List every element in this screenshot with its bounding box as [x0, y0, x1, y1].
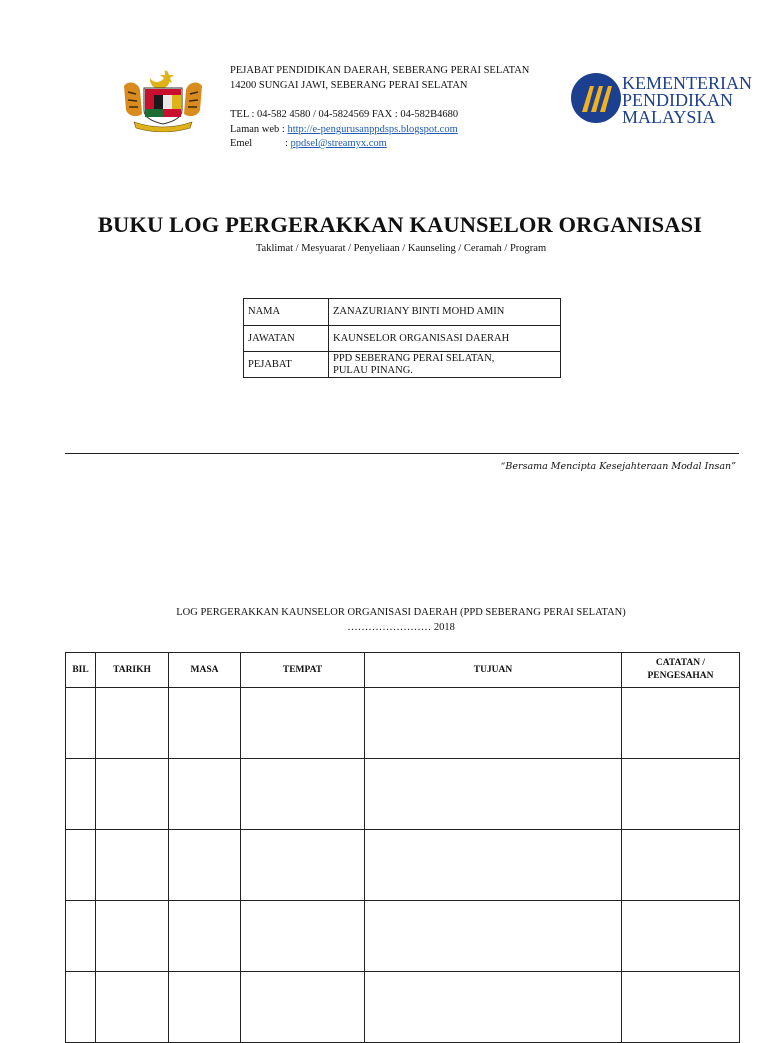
log-header-row	[66, 653, 740, 688]
cell-catatan[interactable]	[622, 972, 740, 1043]
coat-of-arms-icon	[120, 66, 206, 132]
info-row-jawatan	[244, 326, 561, 352]
log-year-dots: ……………………	[347, 622, 432, 633]
cell-tempat[interactable]	[241, 759, 365, 830]
log-year	[0, 622, 768, 633]
document-title: BUKU LOG PERGERAKKAN KAUNSELOR ORGANISASI	[97, 212, 703, 237]
ministry-line3: MALAYSIA	[622, 107, 716, 127]
cell-bil[interactable]	[66, 759, 96, 830]
cell-masa[interactable]	[169, 688, 241, 759]
cell-masa[interactable]	[169, 830, 241, 901]
cell-catatan[interactable]	[622, 688, 740, 759]
col-header-masa: MASA	[169, 653, 241, 688]
cell-tempat[interactable]	[241, 830, 365, 901]
cell-tempat[interactable]	[241, 972, 365, 1043]
info-value: ZANAZURIANY BINTI MOHD AMIN	[329, 299, 561, 326]
office-website	[230, 123, 458, 137]
table-row	[66, 830, 740, 901]
log-heading: LOG PERGERAKKAN KAUNSELOR ORGANISASI DAERAH (PPD SEBERANG PERAI SELATAN)	[176, 607, 626, 618]
cell-bil[interactable]	[66, 901, 96, 972]
info-key: JAWATAN	[244, 326, 329, 352]
email-label: Emel	[230, 138, 253, 149]
cell-bil[interactable]	[66, 972, 96, 1043]
cell-tujuan[interactable]	[365, 759, 622, 830]
ministry-line2: PENDIDIKAN	[622, 90, 733, 110]
info-key: NAMA	[244, 299, 329, 326]
document-subtitle: Taklimat / Mesyuarat / Penyeliaan / Kaunseling / Ceramah / Program	[255, 243, 547, 254]
col-header-tarikh: TARIKH	[96, 653, 169, 688]
cell-tarikh[interactable]	[96, 688, 169, 759]
cell-tarikh[interactable]	[96, 972, 169, 1043]
cell-masa[interactable]	[169, 759, 241, 830]
info-value-line1: PPD SEBERANG PERAI SELATAN,	[333, 352, 495, 364]
cell-bil[interactable]	[66, 688, 96, 759]
website-link[interactable]: http://e-pengurusanppdsps.blogspot.com	[287, 124, 458, 135]
info-row-pejabat	[244, 352, 561, 378]
cell-bil[interactable]	[66, 830, 96, 901]
col-header-catatan	[622, 653, 740, 688]
cell-tempat[interactable]	[241, 688, 365, 759]
col-header-catatan-line2: PENGESAHAN	[647, 671, 714, 681]
cell-tujuan[interactable]	[365, 901, 622, 972]
office-name: PEJABAT PENDIDIKAN DAERAH, SEBERANG PERAI SELATAN	[230, 65, 530, 76]
kpm-logo-icon	[570, 72, 622, 124]
cell-masa[interactable]	[169, 972, 241, 1043]
officer-info-table	[243, 298, 561, 378]
cell-catatan[interactable]	[622, 759, 740, 830]
table-row	[66, 759, 740, 830]
movement-log-table	[65, 652, 740, 1043]
office-email	[230, 137, 387, 151]
cell-tarikh[interactable]	[96, 830, 169, 901]
col-header-bil: BIL	[66, 653, 96, 688]
office-address: 14200 SUNGAI JAWI, SEBERANG PERAI SELATAN	[230, 80, 468, 91]
cell-tempat[interactable]	[241, 901, 365, 972]
table-row	[66, 972, 740, 1043]
col-header-catatan-line1: CATATAN /	[655, 658, 706, 668]
info-value: KAUNSELOR ORGANISASI DAERAH	[329, 326, 561, 352]
info-row-nama	[244, 299, 561, 326]
col-header-tempat: TEMPAT	[241, 653, 365, 688]
table-row	[66, 688, 740, 759]
info-key: PEJABAT	[244, 352, 329, 378]
info-value	[329, 352, 561, 378]
log-year-value: 2018	[433, 622, 455, 633]
cell-tujuan[interactable]	[365, 972, 622, 1043]
office-phone: TEL : 04-582 4580 / 04-5824569 FAX : 04-582B4680	[230, 109, 459, 120]
divider-line	[65, 453, 739, 454]
cell-catatan[interactable]	[622, 830, 740, 901]
cell-masa[interactable]	[169, 901, 241, 972]
cell-tarikh[interactable]	[96, 901, 169, 972]
email-sep: :	[285, 138, 288, 149]
email-link[interactable]: ppdsel@streamyx.com	[290, 138, 387, 149]
cell-catatan[interactable]	[622, 901, 740, 972]
website-label: Laman web :	[230, 124, 288, 135]
info-value-line2: PULAU PINANG.	[333, 364, 413, 376]
col-header-tujuan: TUJUAN	[365, 653, 622, 688]
ministry-line1: KEMENTERIAN	[622, 73, 752, 93]
cell-tarikh[interactable]	[96, 759, 169, 830]
cell-tujuan[interactable]	[365, 688, 622, 759]
motto: “Bersama Mencipta Kesejahteraan Modal Insan”	[500, 461, 736, 472]
table-row	[66, 901, 740, 972]
cell-tujuan[interactable]	[365, 830, 622, 901]
